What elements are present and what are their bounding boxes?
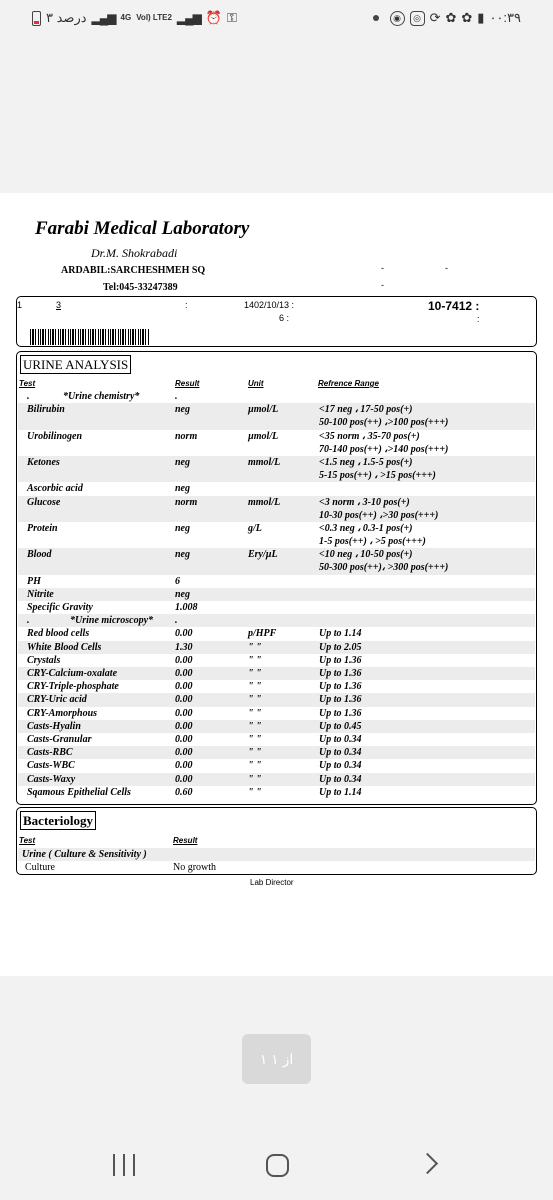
app-icon-4: ✿ (461, 10, 473, 25)
clock-time: ۰۰:۳۹ (489, 10, 521, 25)
urine-rows (18, 390, 535, 799)
bacteriology-box (16, 807, 537, 875)
table-row: Blood neg Ery/µL <10 neg ، 10-50 pos(+) 50-300 pos(++)، >300 pos(+++) (18, 548, 535, 574)
app-icon-2: ⟳ (429, 10, 441, 25)
patient-field-3: 3 (56, 300, 62, 310)
lab-doctor: Dr.M. Shokrabadi (91, 246, 178, 260)
table-row: Ketones neg mmol/L <1.5 neg ، 1.5-5 pos(+) 5-15 pos(++) ، >15 pos(+++) (18, 456, 535, 482)
table-row: Specific Gravity 1.008 (27, 602, 198, 614)
app-icon-3: ✿ (445, 10, 457, 25)
battery-percent: ۳ درصد (46, 10, 87, 25)
patient-age: 6 : (279, 313, 290, 323)
table-row: Culture No growth (25, 862, 217, 873)
section-title-microscopy: . *Urine microscopy* . (18, 614, 535, 627)
app-icon-1: ◉ (390, 11, 405, 26)
volte-label: VoI) LTE2 (136, 13, 172, 22)
col-test-header: Test (19, 379, 36, 388)
status-left (32, 10, 237, 26)
battery-icon (32, 11, 41, 26)
network-type: 4G (120, 13, 132, 22)
report-date: 1402/10/13 : (244, 300, 295, 310)
col-result-header: Result (175, 379, 200, 388)
table-row: PH 6 (27, 575, 180, 587)
col-ref-header: Refrence Range (318, 379, 379, 388)
table-row: Protein neg g/L <0.3 neg ، 0.3-1 pos(+) 1-5 pos(++) ، >5 pos(+++) (27, 522, 426, 547)
col-unit-header: Unit (248, 379, 264, 388)
home-button[interactable] (266, 1154, 289, 1177)
table-row: Casts-Granular 0.00 " " Up to 0.34 (27, 733, 362, 745)
file-number: 10-7412 : (428, 299, 480, 313)
bact-col-result-header: Result (173, 836, 198, 845)
signal-2-icon: ▂▄▆ (176, 11, 201, 25)
bact-col-test-header: Test (19, 836, 36, 845)
recent-apps-button[interactable] (113, 1154, 135, 1176)
patient-colon: : (185, 300, 188, 310)
lab-name: Farabi Medical Laboratory (35, 218, 250, 239)
table-row: CRY-Uric acid 0.00 " " Up to 1.36 (18, 693, 535, 706)
table-row: CRY-Triple-phosphate 0.00 " " Up to 1.36 (27, 681, 362, 693)
notification-dot-icon (373, 15, 379, 21)
key-icon: ⚿ (227, 10, 237, 25)
table-row: CRY-Calcium-oxalate 0.00 " " Up to 1.36 (18, 667, 535, 680)
lab-phone: Tel:045-33247389 (103, 282, 178, 293)
table-row: Casts-Hyalin 0.00 " " Up to 0.45 (18, 720, 535, 733)
page-indicator: ۱ از ۱ (242, 1034, 311, 1084)
instagram-icon: ◎ (410, 11, 425, 26)
signal-icon: ▂▄▆ (91, 11, 116, 25)
lab-director-label: Lab Director (250, 878, 294, 887)
table-row: Casts-WBC 0.00 " " Up to 0.34 (27, 760, 362, 772)
table-row: Bilirubin neg µmol/L <17 neg ، 17-50 pos(+) 50-100 pos(++) ،>100 pos(+++) (18, 403, 535, 429)
table-row: Urobilinogen norm µmol/L <35 norm ، 35-70 pos(+) 70-140 pos(++) ،>140 pos(+++) (27, 430, 449, 455)
section-title-chemistry: . *Urine chemistry* . (27, 391, 178, 402)
urine-analysis-heading: URINE ANALYSIS (20, 355, 131, 374)
table-row: Nitrite neg (18, 588, 535, 601)
table-row: Ascorbic acid neg (27, 483, 190, 495)
back-button[interactable] (417, 1153, 438, 1174)
patient-colon: : (477, 314, 480, 324)
alarm-icon: ⏰ (205, 10, 223, 25)
patient-field-1: 1 (17, 300, 23, 310)
report-page (0, 193, 553, 976)
bacteriology-heading: Bacteriology (20, 811, 96, 830)
table-row: Red blood cells 0.00 p/HPF Up to 1.14 (27, 628, 362, 640)
barcode (30, 329, 150, 345)
recent-apps-icon (113, 1154, 115, 1176)
navigation-bar (0, 1130, 553, 1200)
dash-mark: - (445, 263, 448, 273)
status-right (373, 10, 521, 26)
lab-address: ARDABIL:SARCHESHMEH SQ (61, 265, 206, 276)
table-row: Sqamous Epithelial Cells 0.60 " " Up to 1.14 (27, 786, 362, 798)
table-row: White Blood Cells 1.30 " " Up to 2.05 (18, 641, 535, 654)
dash-mark: - (381, 263, 384, 273)
table-row: CRY-Amorphous 0.00 " " Up to 1.36 (27, 707, 362, 719)
status-bar (0, 0, 553, 40)
patient-info-box (16, 296, 537, 347)
urine-analysis-box (16, 351, 537, 805)
alert-icon: ▮ (477, 10, 485, 25)
table-row: Glucose norm mmol/L <3 norm ، 3-10 pos(+) 10-30 pos(++) ،>30 pos(+++) (18, 496, 535, 522)
bact-group-row: Urine ( Culture & Sensitivity ) (18, 848, 535, 861)
table-row: Casts-Waxy 0.00 " " Up to 0.34 (18, 773, 535, 786)
table-row: Casts-RBC 0.00 " " Up to 0.34 (18, 746, 535, 759)
table-row: Crystals 0.00 " " Up to 1.36 (27, 654, 362, 666)
dash-mark: - (381, 280, 384, 290)
